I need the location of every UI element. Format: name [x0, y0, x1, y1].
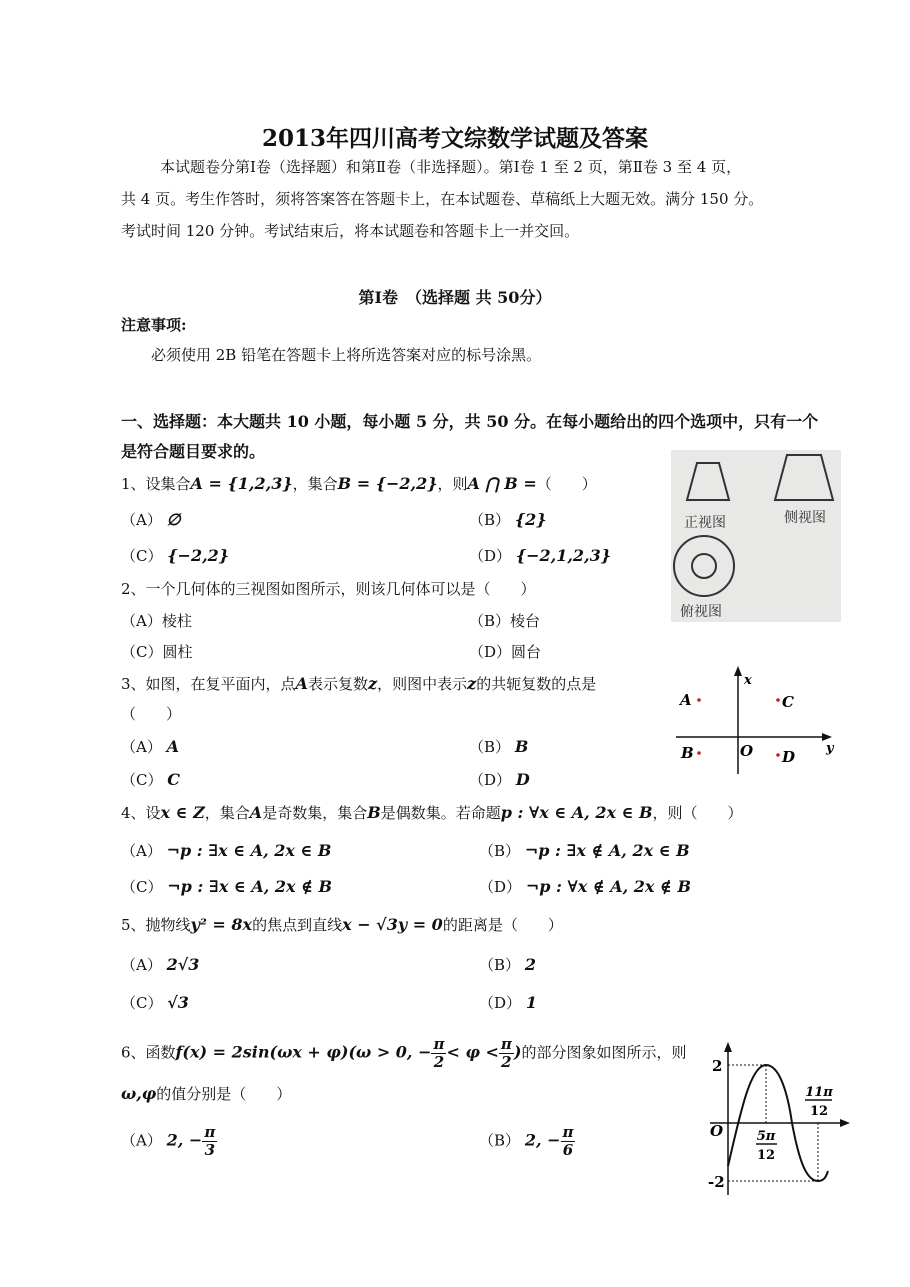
question-4-stem: 4、设x ∈ Z，集合A是奇数集，集合B是偶数集。若命题p : ∀x ∈ A, 2x ∈ B，则（ ）	[121, 803, 743, 822]
intro-line-1: 本试题卷分第Ⅰ卷（选择题）和第Ⅱ卷（非选择题）。第Ⅰ卷 1 至 2 页，第Ⅱ卷 3 至 4 页，	[160, 158, 742, 176]
top-view-label: 俯视图	[680, 604, 722, 620]
notice-label: 注意事项:	[121, 316, 187, 334]
x-axis-label: x	[744, 673, 752, 688]
question-6-line-2: ω,φ的值分别是（ ）	[121, 1084, 292, 1103]
graph-origin-label: O	[710, 1122, 724, 1140]
q4-option-d: （D） ¬p : ∀x ∉ A, 2x ∉ B	[479, 877, 691, 896]
x1-numerator: 5π	[756, 1129, 776, 1144]
q1-option-c: （C） {−2,2}	[121, 546, 230, 565]
origin-label: O	[740, 742, 754, 760]
q4-option-c: （C） ¬p : ∃x ∈ A, 2x ∉ B	[121, 877, 333, 896]
graph-x-axis-arrow	[840, 1119, 850, 1127]
part1-heading-line-2: 是符合题目要求的。	[121, 442, 266, 461]
three-view-figure	[671, 450, 841, 622]
intro-line-3: 考试时间 120 分钟。考试结束后，将本试题卷和答题卡上一并交回。	[121, 222, 580, 240]
question-2-stem: 2、一个几何体的三视图如图所示，则该几何体可以是（ ）	[121, 580, 536, 598]
x2-denominator: 12	[809, 1104, 829, 1119]
q4-option-a: （A） ¬p : ∃x ∈ A, 2x ∈ B	[121, 841, 332, 860]
part1-heading-line-1: 一、选择题：本大题共 10 小题，每小题 5 分，共 50 分。在每小题给出的四个选项中，只有一个	[121, 412, 819, 431]
q5-option-a: （A） 2√3	[121, 955, 200, 974]
q1-option-a: （A） ∅	[121, 510, 181, 529]
side-view-label: 侧视图	[784, 510, 826, 526]
q2-option-b: （B）棱台	[469, 612, 541, 630]
x2-numerator: 11π	[805, 1085, 833, 1100]
point-d-label: D	[782, 748, 796, 766]
notice-text: 必须使用 2B 铅笔在答题卡上将所选答案对应的标号涂黑。	[151, 346, 542, 364]
page-title: 2013年四川高考文综数学试题及答案	[261, 125, 648, 152]
q5-option-b: （B） 2	[479, 955, 536, 974]
q3-option-c: （C） C	[121, 770, 180, 789]
y-axis-label: y	[826, 741, 834, 756]
q4-option-b: （B） ¬p : ∃x ∉ A, 2x ∈ B	[479, 841, 690, 860]
horizontal-axis-arrow	[822, 733, 832, 741]
y-max-label: 2	[712, 1057, 723, 1075]
q2-option-a: （A）棱柱	[121, 612, 192, 630]
sine-graph-figure	[700, 1035, 860, 1200]
q1-option-b: （B） {2}	[469, 510, 547, 529]
q2-option-c: （C）圆柱	[121, 643, 193, 661]
q6-option-a: （A） 2, − $\frac{\pi}{3}$	[121, 1123, 216, 1159]
front-view-label: 正视图	[684, 515, 726, 531]
point-a	[697, 698, 701, 702]
question-5-stem: 5、抛物线y² = 8x的焦点到直线x − √3y = 0的距离是（ ）	[121, 915, 563, 934]
question-3-stem: 3、如图，在复平面内，点A表示复数z，则图中表示z的共轭复数的点是	[121, 674, 597, 693]
q3-option-b: （B） B	[469, 737, 529, 756]
graph-y-axis-arrow	[724, 1042, 732, 1052]
y-min-label: -2	[708, 1173, 725, 1191]
point-a-label: A	[680, 691, 692, 709]
question-3-blank: （ ）	[121, 705, 182, 723]
q1-option-d: （D） {−2,1,2,3}	[469, 546, 612, 565]
intro-line-2: 共 4 页。考生作答时，须将答案答在答题卡上，在本试题卷、草稿纸上大题无效。满分 150 分。	[121, 190, 764, 208]
point-c	[776, 698, 780, 702]
q5-option-c: （C） √3	[121, 993, 189, 1012]
question-6-stem: 6、函数f(x) = 2sin(ωx + φ)(ω > 0, − $\frac{\pi}{2}$ < φ < $\frac{\pi}{2}$ )的部分图象如图所示，则	[121, 1035, 687, 1071]
point-b-label: B	[681, 744, 694, 762]
point-c-label: C	[782, 693, 794, 711]
x1-denominator: 12	[756, 1148, 776, 1163]
q3-option-d: （D） D	[469, 770, 530, 789]
q5-option-d: （D） 1	[479, 993, 537, 1012]
q6-option-b: （B） 2, − $\frac{\pi}{6}$	[479, 1123, 574, 1159]
q3-option-a: （A） A	[121, 737, 180, 756]
point-b	[697, 751, 701, 755]
complex-plane-figure	[672, 662, 842, 780]
section-heading: 第Ⅰ卷 （选择题 共 50分）	[358, 288, 552, 307]
vertical-axis-arrow	[734, 666, 742, 676]
question-1-stem: 1、设集合A = {1,2,3}，集合B = {−2,2}，则A ⋂ B =（ ）	[121, 474, 597, 493]
point-d	[776, 753, 780, 757]
q2-option-d: （D）圆台	[469, 643, 542, 661]
